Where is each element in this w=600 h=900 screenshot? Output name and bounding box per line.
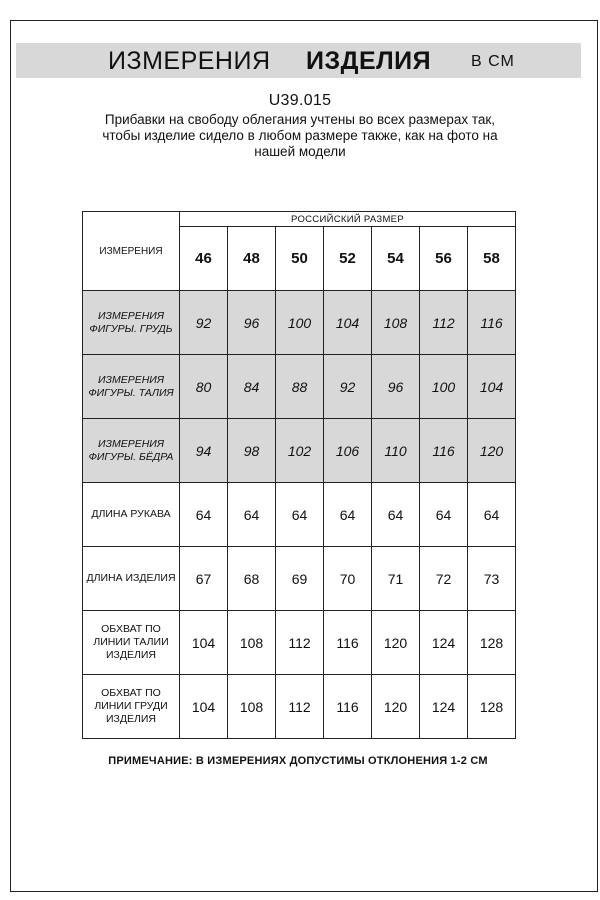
table-row — [83, 291, 516, 355]
value-cell: 71 — [372, 547, 420, 611]
title-bar — [16, 43, 581, 78]
value-cell: 120 — [372, 675, 420, 739]
row-label — [83, 483, 180, 547]
table-row — [83, 675, 516, 739]
description-line: Прибавки на свободу облегания учтены во всех размерах так, — [104, 112, 496, 127]
value-cell: 64 — [180, 483, 228, 547]
row-label-line: ИЗДЕЛИЯ — [105, 713, 157, 725]
description-line: нашей модели — [254, 144, 346, 159]
row-label — [83, 611, 180, 675]
row-label-line: ОБХВАТ ПО — [101, 687, 161, 699]
value-cell: 68 — [228, 547, 276, 611]
row-label-line: ИЗДЕЛИЯ — [105, 649, 157, 661]
row-label — [83, 675, 180, 739]
value-cell: 102 — [276, 419, 324, 483]
value-cell: 124 — [420, 675, 468, 739]
title-part2: ИЗДЕЛИЯ — [306, 47, 432, 75]
value-cell: 112 — [420, 291, 468, 355]
value-cell: 64 — [372, 483, 420, 547]
row-label-line: ИЗМЕРЕНИЯ — [98, 437, 164, 450]
size-header-cell: 48 — [228, 227, 276, 291]
value-cell: 104 — [324, 291, 372, 355]
size-header-cell: 52 — [324, 227, 372, 291]
table-row — [83, 547, 516, 611]
size-header-cell: 54 — [372, 227, 420, 291]
value-cell: 108 — [372, 291, 420, 355]
row-label-line: ДЛИНА РУКАВА — [91, 508, 171, 520]
value-cell: 100 — [420, 355, 468, 419]
value-cell: 96 — [228, 291, 276, 355]
value-cell: 120 — [372, 611, 420, 675]
value-cell: 116 — [324, 611, 372, 675]
value-cell: 128 — [468, 675, 516, 739]
value-cell: 104 — [180, 675, 228, 739]
row-label-line: ФИГУРЫ. ГРУДЬ — [89, 322, 173, 335]
value-cell: 120 — [468, 419, 516, 483]
table-row — [83, 355, 516, 419]
size-header-cell: 46 — [180, 227, 228, 291]
group-header: РОССИЙСКИЙ РАЗМЕР — [180, 212, 516, 227]
value-cell: 108 — [228, 675, 276, 739]
row-label-line: ФИГУРЫ. БЁДРА — [88, 450, 174, 463]
value-cell: 69 — [276, 547, 324, 611]
size-header-cell: 56 — [420, 227, 468, 291]
title-unit: В СМ — [471, 53, 515, 70]
value-cell: 124 — [420, 611, 468, 675]
value-cell: 116 — [420, 419, 468, 483]
value-cell: 106 — [324, 419, 372, 483]
row-label — [83, 547, 180, 611]
corner-label: ИЗМЕРЕНИЯ — [83, 212, 180, 291]
value-cell: 64 — [228, 483, 276, 547]
value-cell: 70 — [324, 547, 372, 611]
row-label-line: ИЗМЕРЕНИЯ — [98, 373, 164, 386]
title-part1: ИЗМЕРЕНИЯ — [108, 47, 271, 75]
value-cell: 116 — [324, 675, 372, 739]
value-cell: 100 — [276, 291, 324, 355]
value-cell: 64 — [468, 483, 516, 547]
row-label-line: ОБХВАТ ПО — [101, 623, 161, 635]
value-cell: 67 — [180, 547, 228, 611]
table-row — [83, 483, 516, 547]
value-cell: 112 — [276, 675, 324, 739]
row-label-line: ЛИНИИ ГРУДИ — [94, 700, 168, 712]
row-label — [83, 419, 180, 483]
value-cell: 96 — [372, 355, 420, 419]
value-cell: 72 — [420, 547, 468, 611]
value-cell: 88 — [276, 355, 324, 419]
value-cell: 108 — [228, 611, 276, 675]
value-cell: 64 — [324, 483, 372, 547]
article-number: U39.015 — [268, 92, 332, 109]
description — [60, 112, 540, 160]
value-cell: 98 — [228, 419, 276, 483]
note: ПРИМЕЧАНИЕ: В ИЗМЕРЕНИЯХ ДОПУСТИМЫ ОТКЛОНЕНИЯ 1-2 СМ — [108, 755, 488, 767]
value-cell: 104 — [180, 611, 228, 675]
value-cell: 116 — [468, 291, 516, 355]
value-cell: 112 — [276, 611, 324, 675]
table-row — [83, 611, 516, 675]
value-cell: 92 — [324, 355, 372, 419]
row-label-line: ЛИНИИ ТАЛИИ — [93, 636, 169, 648]
value-cell: 64 — [420, 483, 468, 547]
row-label — [83, 291, 180, 355]
value-cell: 64 — [276, 483, 324, 547]
value-cell: 128 — [468, 611, 516, 675]
table-row — [83, 419, 516, 483]
value-cell: 80 — [180, 355, 228, 419]
row-label-line: ФИГУРЫ. ТАЛИЯ — [88, 386, 174, 399]
row-label-line: ИЗМЕРЕНИЯ — [98, 309, 164, 322]
size-header-cell: 58 — [468, 227, 516, 291]
value-cell: 73 — [468, 547, 516, 611]
row-label — [83, 355, 180, 419]
size-header-cell: 50 — [276, 227, 324, 291]
value-cell: 104 — [468, 355, 516, 419]
value-cell: 94 — [180, 419, 228, 483]
description-line: чтобы изделие сидело в любом размере также, как на фото на — [102, 128, 498, 143]
value-cell: 84 — [228, 355, 276, 419]
size-table — [82, 211, 516, 739]
value-cell: 92 — [180, 291, 228, 355]
value-cell: 110 — [372, 419, 420, 483]
row-label-line: ДЛИНА ИЗДЕЛИЯ — [86, 572, 176, 584]
